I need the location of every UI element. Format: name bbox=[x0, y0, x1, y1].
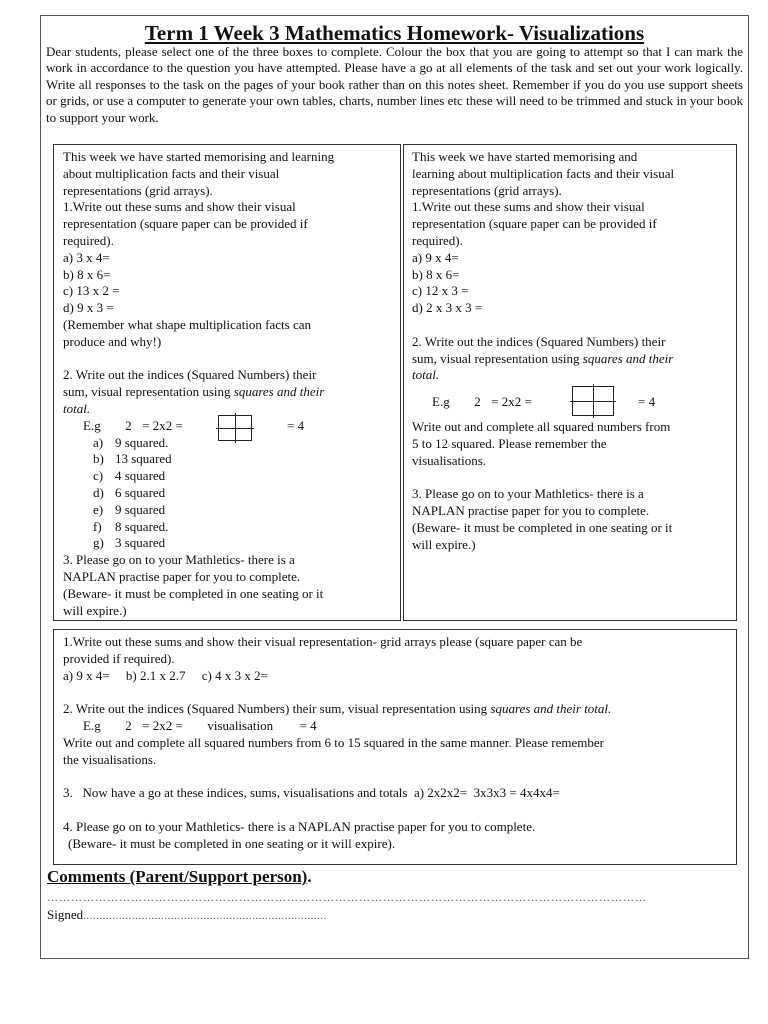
box2-mathletics: (Beware- it must be completed in one seating or it bbox=[412, 519, 673, 535]
task-box-2[interactable] bbox=[403, 144, 737, 621]
box3-indices-task: 3. Now have a go at these indices, sums, visualisations and totals a) 2x2x2= 3x3x3 = 4x4x4= bbox=[63, 785, 560, 801]
box1-question-c: c) 13 x 2 = bbox=[63, 283, 120, 299]
box1-section2: 2. Write out the indices (Squared Numbers) their bbox=[63, 367, 317, 383]
example-number: 2 bbox=[474, 394, 481, 410]
signed-label: Signed bbox=[47, 907, 84, 922]
task-box-1[interactable] bbox=[53, 144, 401, 621]
box1-reminder: produce and why!) bbox=[63, 333, 162, 349]
list-item: f) 8 squared. bbox=[93, 518, 169, 534]
list-item: b) 13 squared bbox=[93, 451, 172, 467]
box2-question-c: c) 12 x 3 = bbox=[412, 283, 469, 299]
box1-question-b: b) 8 x 6= bbox=[63, 266, 111, 282]
box3-section2-emph: squares and their total. bbox=[490, 701, 612, 717]
page-title: Term 1 Week 3 Mathematics Homework- Visualizations bbox=[144, 21, 645, 45]
signed-line[interactable] bbox=[47, 907, 327, 923]
box2-squares-task: visualisations. bbox=[412, 452, 487, 468]
example-sum: = 2x2 = bbox=[142, 417, 183, 433]
box1-mathletics: (Beware- it must be completed in one seating or it bbox=[63, 585, 324, 601]
box1-mathletics: NAPLAN practise paper for you to complete. bbox=[63, 568, 301, 584]
list-item: e) 9 squared bbox=[93, 501, 166, 517]
box3-mathletics: (Beware- it must be completed in one seating or it will expire). bbox=[68, 835, 396, 851]
box2-line: This week we have started memorising and bbox=[412, 149, 638, 164]
box3-line: 1.Write out these sums and show their visual representation- grid arrays please (square paper can be bbox=[63, 634, 583, 649]
box1-mathletics: 3. Please go on to your Mathletics- there is a bbox=[63, 552, 295, 568]
box2-line: 1.Write out these sums and show their visual bbox=[412, 199, 645, 215]
signature-field[interactable]: ........................................................................... bbox=[83, 910, 327, 922]
box2-question-d: d) 2 x 3 x 3 = bbox=[412, 300, 483, 316]
box2-section2-emph: squares and their bbox=[582, 350, 674, 366]
list-item: a) 9 squared. bbox=[93, 434, 169, 450]
example-visualisation: visualisation bbox=[207, 717, 274, 733]
grid-array-icon bbox=[218, 415, 252, 441]
example-number: 2 bbox=[125, 417, 132, 433]
box3-questions: a) 9 x 4= b) 2.1 x 2.7 c) 4 x 3 x 2= bbox=[63, 667, 268, 683]
box1-question-d: d) 9 x 3 = bbox=[63, 300, 114, 316]
box1-section2-emph: total. bbox=[63, 400, 91, 416]
example-total: = 4 bbox=[638, 394, 656, 410]
box2-line: representation (square paper can be provided if bbox=[412, 216, 657, 232]
box1-section2: sum, visual representation using bbox=[63, 384, 234, 400]
box2-question-a: a) 9 x 4= bbox=[412, 249, 459, 265]
box1-line: representation (square paper can be provided if bbox=[63, 216, 308, 232]
list-item: c) 4 squared bbox=[93, 468, 166, 484]
example-sum: = 2x2 = bbox=[142, 717, 183, 733]
example-sum: = 2x2 = bbox=[491, 394, 532, 410]
comments-line[interactable]: …………………………………………………………………………………………………………………………………… bbox=[47, 892, 647, 904]
box1-example bbox=[63, 418, 397, 435]
box2-mathletics: 3. Please go on to your Mathletics- there is a bbox=[412, 486, 644, 502]
homework-sheet bbox=[40, 15, 749, 959]
box3-line: provided if required). bbox=[63, 650, 175, 666]
box2-line: required). bbox=[412, 232, 463, 248]
task-box-3[interactable] bbox=[53, 629, 737, 865]
box2-section2: sum, visual representation using bbox=[412, 350, 583, 366]
example-number: 2 bbox=[125, 717, 132, 733]
intro-paragraph: Dear students, please select one of the three boxes to complete. Colour the box that you are going to attempt so that I can mark the work in accordance to the question you have attempted. Please have a go at all elements of the task and set out your work logically. Write all responses to the task on the pages of your book rather than on this notes sheet. Remember if you do you use support sheets or grids, or use a computer to generate your own tables, charts, number lines etc these will need to be trimmed and stuck in your book to support your work. bbox=[46, 44, 743, 125]
box1-mathletics: will expire.) bbox=[63, 602, 127, 618]
box1-question-a: a) 3 x 4= bbox=[63, 249, 110, 265]
list-item: d) 6 squared bbox=[93, 484, 166, 500]
box2-line: learning about multiplication facts and their visual bbox=[412, 165, 675, 181]
box1-squared-list bbox=[63, 435, 397, 553]
box2-squares-task: Write out and complete all squared numbers from bbox=[412, 419, 671, 435]
example-label: E.g bbox=[432, 394, 450, 410]
box2-line: representations (grid arrays). bbox=[412, 182, 562, 198]
box1-line: This week we have started memorising and learning bbox=[63, 149, 335, 164]
box1-section2-emph: squares and their bbox=[233, 384, 325, 400]
box2-example bbox=[412, 384, 734, 419]
box2-mathletics: NAPLAN practise paper for you to complete. bbox=[412, 503, 650, 519]
example-total: = 4 bbox=[287, 417, 305, 433]
example-label: E.g bbox=[83, 717, 101, 733]
box1-line: representations (grid arrays). bbox=[63, 182, 213, 198]
box1-line: about multiplication facts and their visual bbox=[63, 165, 280, 181]
box3-example bbox=[63, 718, 733, 735]
box1-line: required). bbox=[63, 232, 114, 248]
comments-heading: Comments (Parent/Support person). bbox=[47, 867, 312, 886]
list-item: g) 3 squared bbox=[93, 535, 166, 551]
box1-reminder: (Remember what shape multiplication facts can bbox=[63, 316, 311, 332]
box2-squares-task: 5 to 12 squared. Please remember the bbox=[412, 435, 607, 451]
example-label: E.g bbox=[83, 417, 101, 433]
example-total: = 4 bbox=[299, 717, 317, 733]
box3-squares-task: Write out and complete all squared numbers from 6 to 15 squared in the same manner. Please remember bbox=[63, 734, 604, 750]
box1-line: 1.Write out these sums and show their visual bbox=[63, 199, 296, 215]
box3-squares-task: the visualisations. bbox=[63, 751, 157, 767]
box2-section2: 2. Write out the indices (Squared Numbers) their bbox=[412, 333, 666, 349]
box2-question-b: b) 8 x 6= bbox=[412, 266, 460, 282]
box2-section2-emph: total. bbox=[412, 367, 440, 383]
grid-array-icon bbox=[572, 386, 614, 416]
box3-mathletics: 4. Please go on to your Mathletics- there is a NAPLAN practise paper for you to complete. bbox=[63, 818, 536, 834]
box2-mathletics: will expire.) bbox=[412, 536, 476, 552]
box3-section2: 2. Write out the indices (Squared Numbers) their sum, visual representation using bbox=[63, 701, 491, 717]
